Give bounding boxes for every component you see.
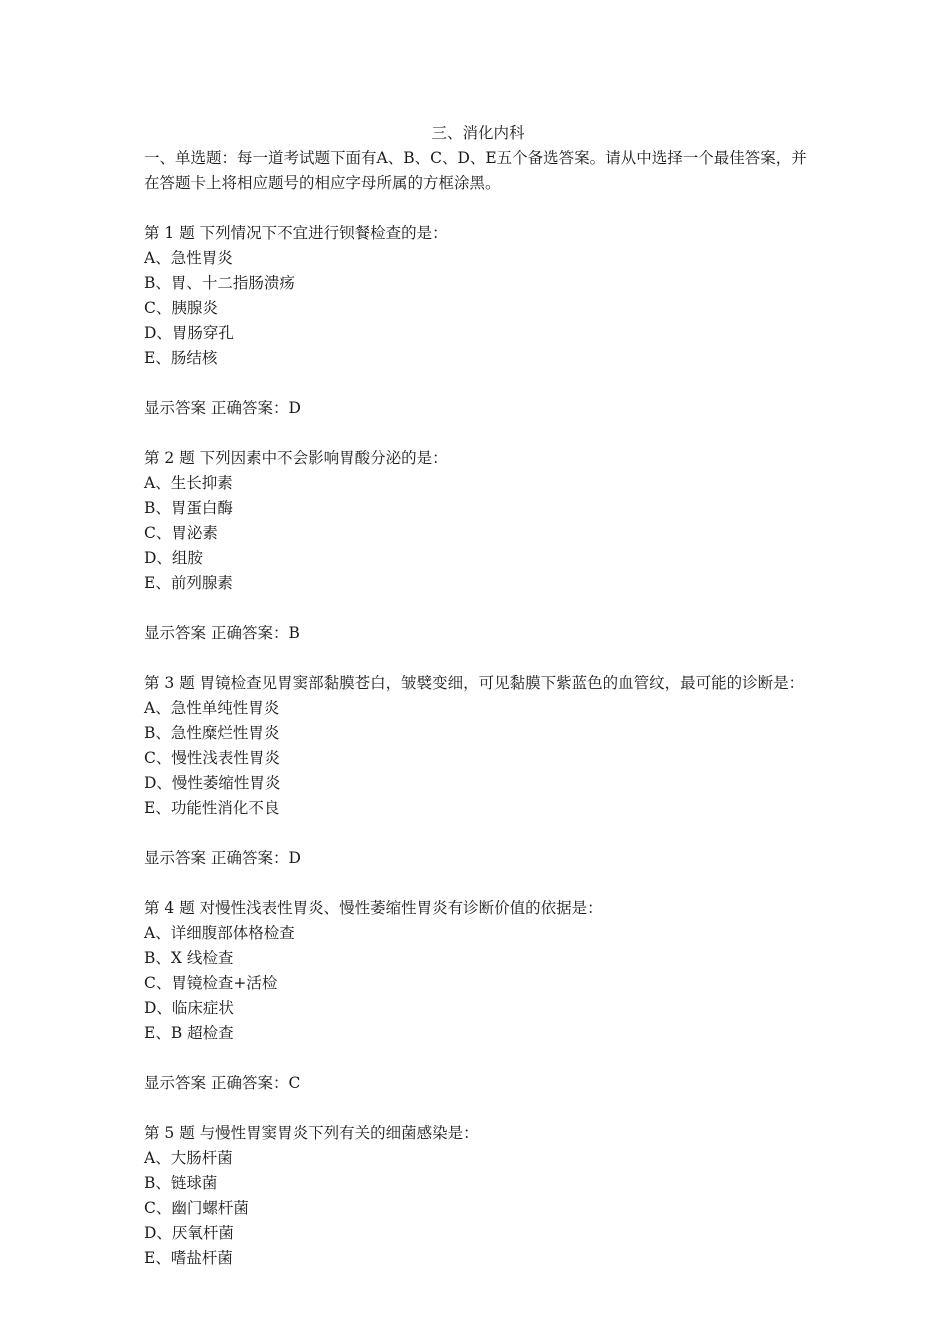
option-d: D、临床症状 [144, 999, 234, 1017]
option-a: A、生长抑素 [144, 474, 233, 492]
option-d: D、组胺 [144, 549, 203, 567]
correct-answer: 正确答案：D [210, 399, 301, 417]
option-a: A、详细腹部体格检查 [144, 924, 295, 942]
question-stem: 第 2 题 下列因素中不会影响胃酸分泌的是： [144, 449, 448, 467]
spacer [144, 646, 812, 671]
spacer [144, 821, 812, 846]
option-c: C、幽门螺杆菌 [144, 1199, 249, 1217]
option-b: B、胃、十二指肠溃疡 [144, 274, 295, 292]
question-block [144, 671, 812, 896]
answer-line [144, 621, 812, 646]
document-page [144, 121, 812, 1271]
spacer [144, 596, 812, 621]
option-e: E、功能性消化不良 [144, 799, 280, 817]
question-stem: 第 3 题 胃镜检查见胃窦部黏膜苍白，皱襞变细，可见黏膜下紫蓝色的血管纹，最可能的诊断是： [144, 674, 805, 692]
option-a: A、急性胃炎 [144, 249, 233, 267]
spacer [144, 871, 812, 896]
option-c: C、慢性浅表性胃炎 [144, 749, 280, 767]
option-e: E、肠结核 [144, 349, 218, 367]
spacer [144, 1046, 812, 1071]
show-answer-button[interactable]: 显示答案 [144, 1074, 207, 1092]
spacer [144, 421, 812, 446]
spacer [144, 1096, 812, 1121]
question-block [144, 1121, 812, 1271]
question-stem: 第 5 题 与慢性胃窦胃炎下列有关的细菌感染是： [144, 1124, 479, 1142]
answer-line [144, 846, 812, 871]
option-e: E、嗜盐杆菌 [144, 1249, 233, 1267]
option-b: B、急性糜烂性胃炎 [144, 724, 280, 742]
question-stem: 第 1 题 下列情况下不宜进行钡餐检查的是： [144, 224, 448, 242]
spacer [144, 371, 812, 396]
correct-answer: 正确答案：D [210, 849, 301, 867]
spacer [144, 196, 812, 221]
correct-answer: 正确答案：C [210, 1074, 301, 1092]
show-answer-button[interactable]: 显示答案 [144, 624, 207, 642]
option-b: B、链球菌 [144, 1174, 218, 1192]
question-block [144, 221, 812, 446]
option-e: E、B 超检查 [144, 1024, 234, 1042]
question-block [144, 446, 812, 671]
option-c: C、胰腺炎 [144, 299, 218, 317]
correct-answer: 正确答案：B [210, 624, 300, 642]
option-c: C、胃泌素 [144, 524, 218, 542]
show-answer-button[interactable]: 显示答案 [144, 399, 207, 417]
answer-line [144, 1071, 812, 1096]
question-stem: 第 4 题 对慢性浅表性胃炎、慢性萎缩性胃炎有诊断价值的依据是： [144, 899, 603, 917]
option-a: A、急性单纯性胃炎 [144, 699, 280, 717]
option-d: D、厌氧杆菌 [144, 1224, 234, 1242]
option-c: C、胃镜检查+活检 [144, 974, 278, 992]
show-answer-button[interactable]: 显示答案 [144, 849, 207, 867]
option-d: D、慢性萎缩性胃炎 [144, 774, 281, 792]
option-a: A、大肠杆菌 [144, 1149, 233, 1167]
document-title: 三、消化内科 [431, 124, 525, 142]
option-e: E、前列腺素 [144, 574, 233, 592]
section-instruction: 一、单选题：每一道考试题下面有A、B、C、D、E五个备选答案。请从中选择一个最佳答案，并在答题卡上将相应题号的相应字母所属的方框涂黑。 [144, 149, 807, 192]
question-block [144, 896, 812, 1121]
option-d: D、胃肠穿孔 [144, 324, 234, 342]
option-b: B、X 线检查 [144, 949, 234, 967]
option-b: B、胃蛋白酶 [144, 499, 233, 517]
answer-line [144, 396, 812, 421]
